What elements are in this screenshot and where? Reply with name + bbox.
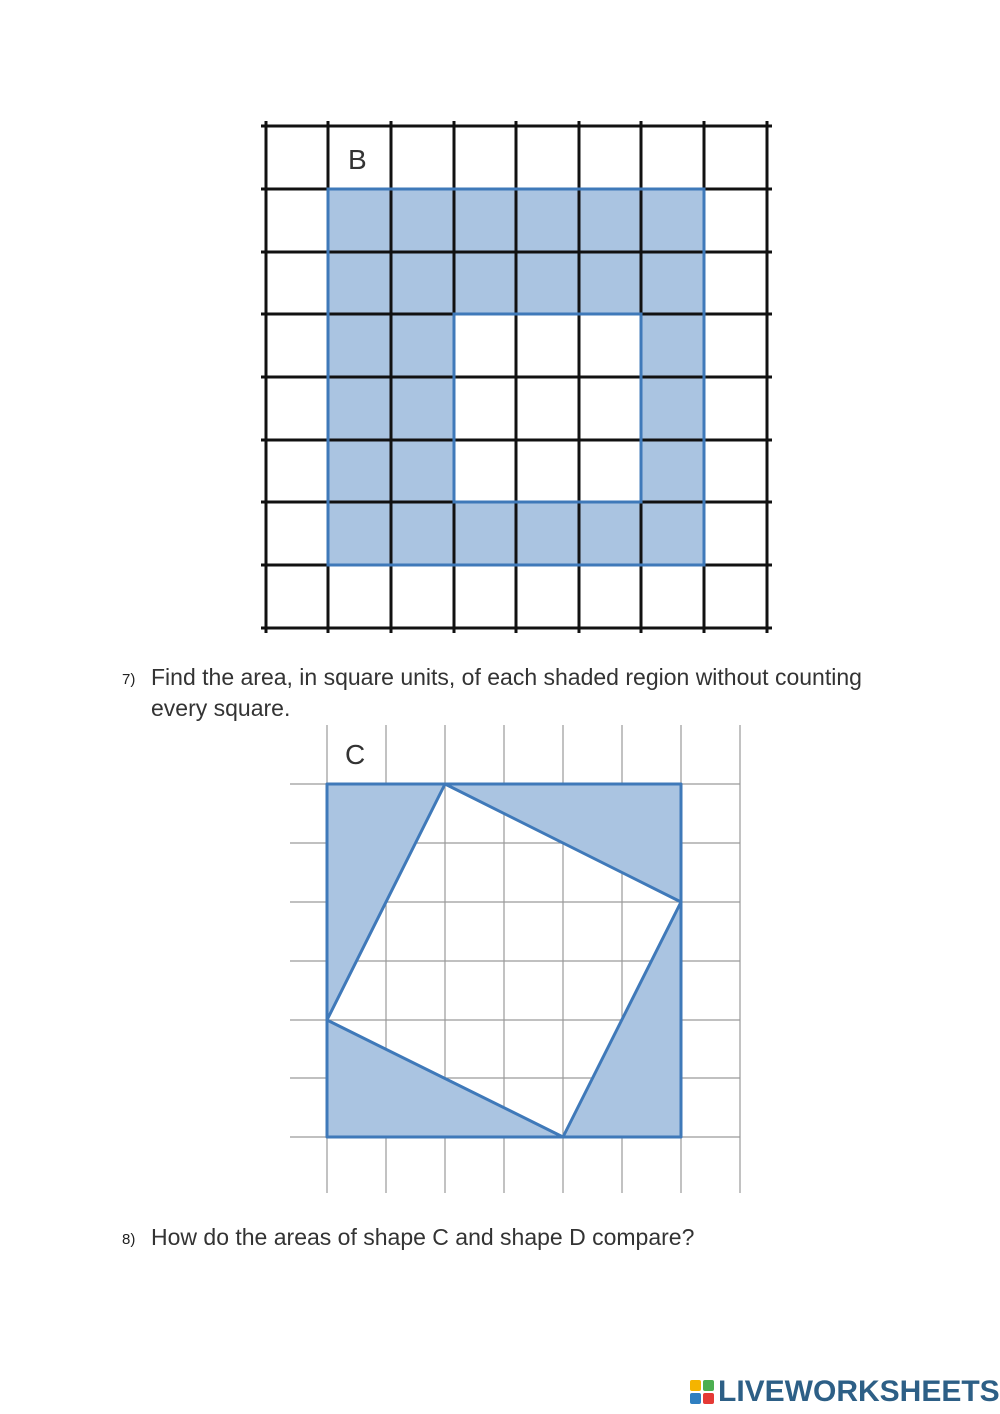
shape-c-label: C (345, 739, 366, 770)
logo-square-4 (703, 1393, 714, 1404)
shape-b-figure (255, 115, 780, 640)
question-7-number: 7) (122, 671, 136, 688)
shape-b-label: B (348, 144, 367, 175)
question-8-text: How do the areas of shape C and shape D compare? (151, 1224, 695, 1250)
question-8 (122, 1222, 882, 1256)
question-7 (122, 662, 882, 726)
question-8-number: 8) (122, 1231, 136, 1248)
question-7-text: Find the area, in square units, of each shaded region without counting every square. (151, 664, 862, 721)
shape-b-right-band (641, 314, 704, 502)
liveworksheets-icon (690, 1380, 714, 1404)
liveworksheets-wordmark: LIVEWORKSHEETS (718, 1375, 1000, 1408)
shape-c-figure (285, 722, 745, 1197)
logo-square-1 (690, 1380, 701, 1391)
liveworksheets-logo (690, 1376, 1000, 1408)
logo-square-3 (690, 1393, 701, 1404)
logo-square-2 (703, 1380, 714, 1391)
